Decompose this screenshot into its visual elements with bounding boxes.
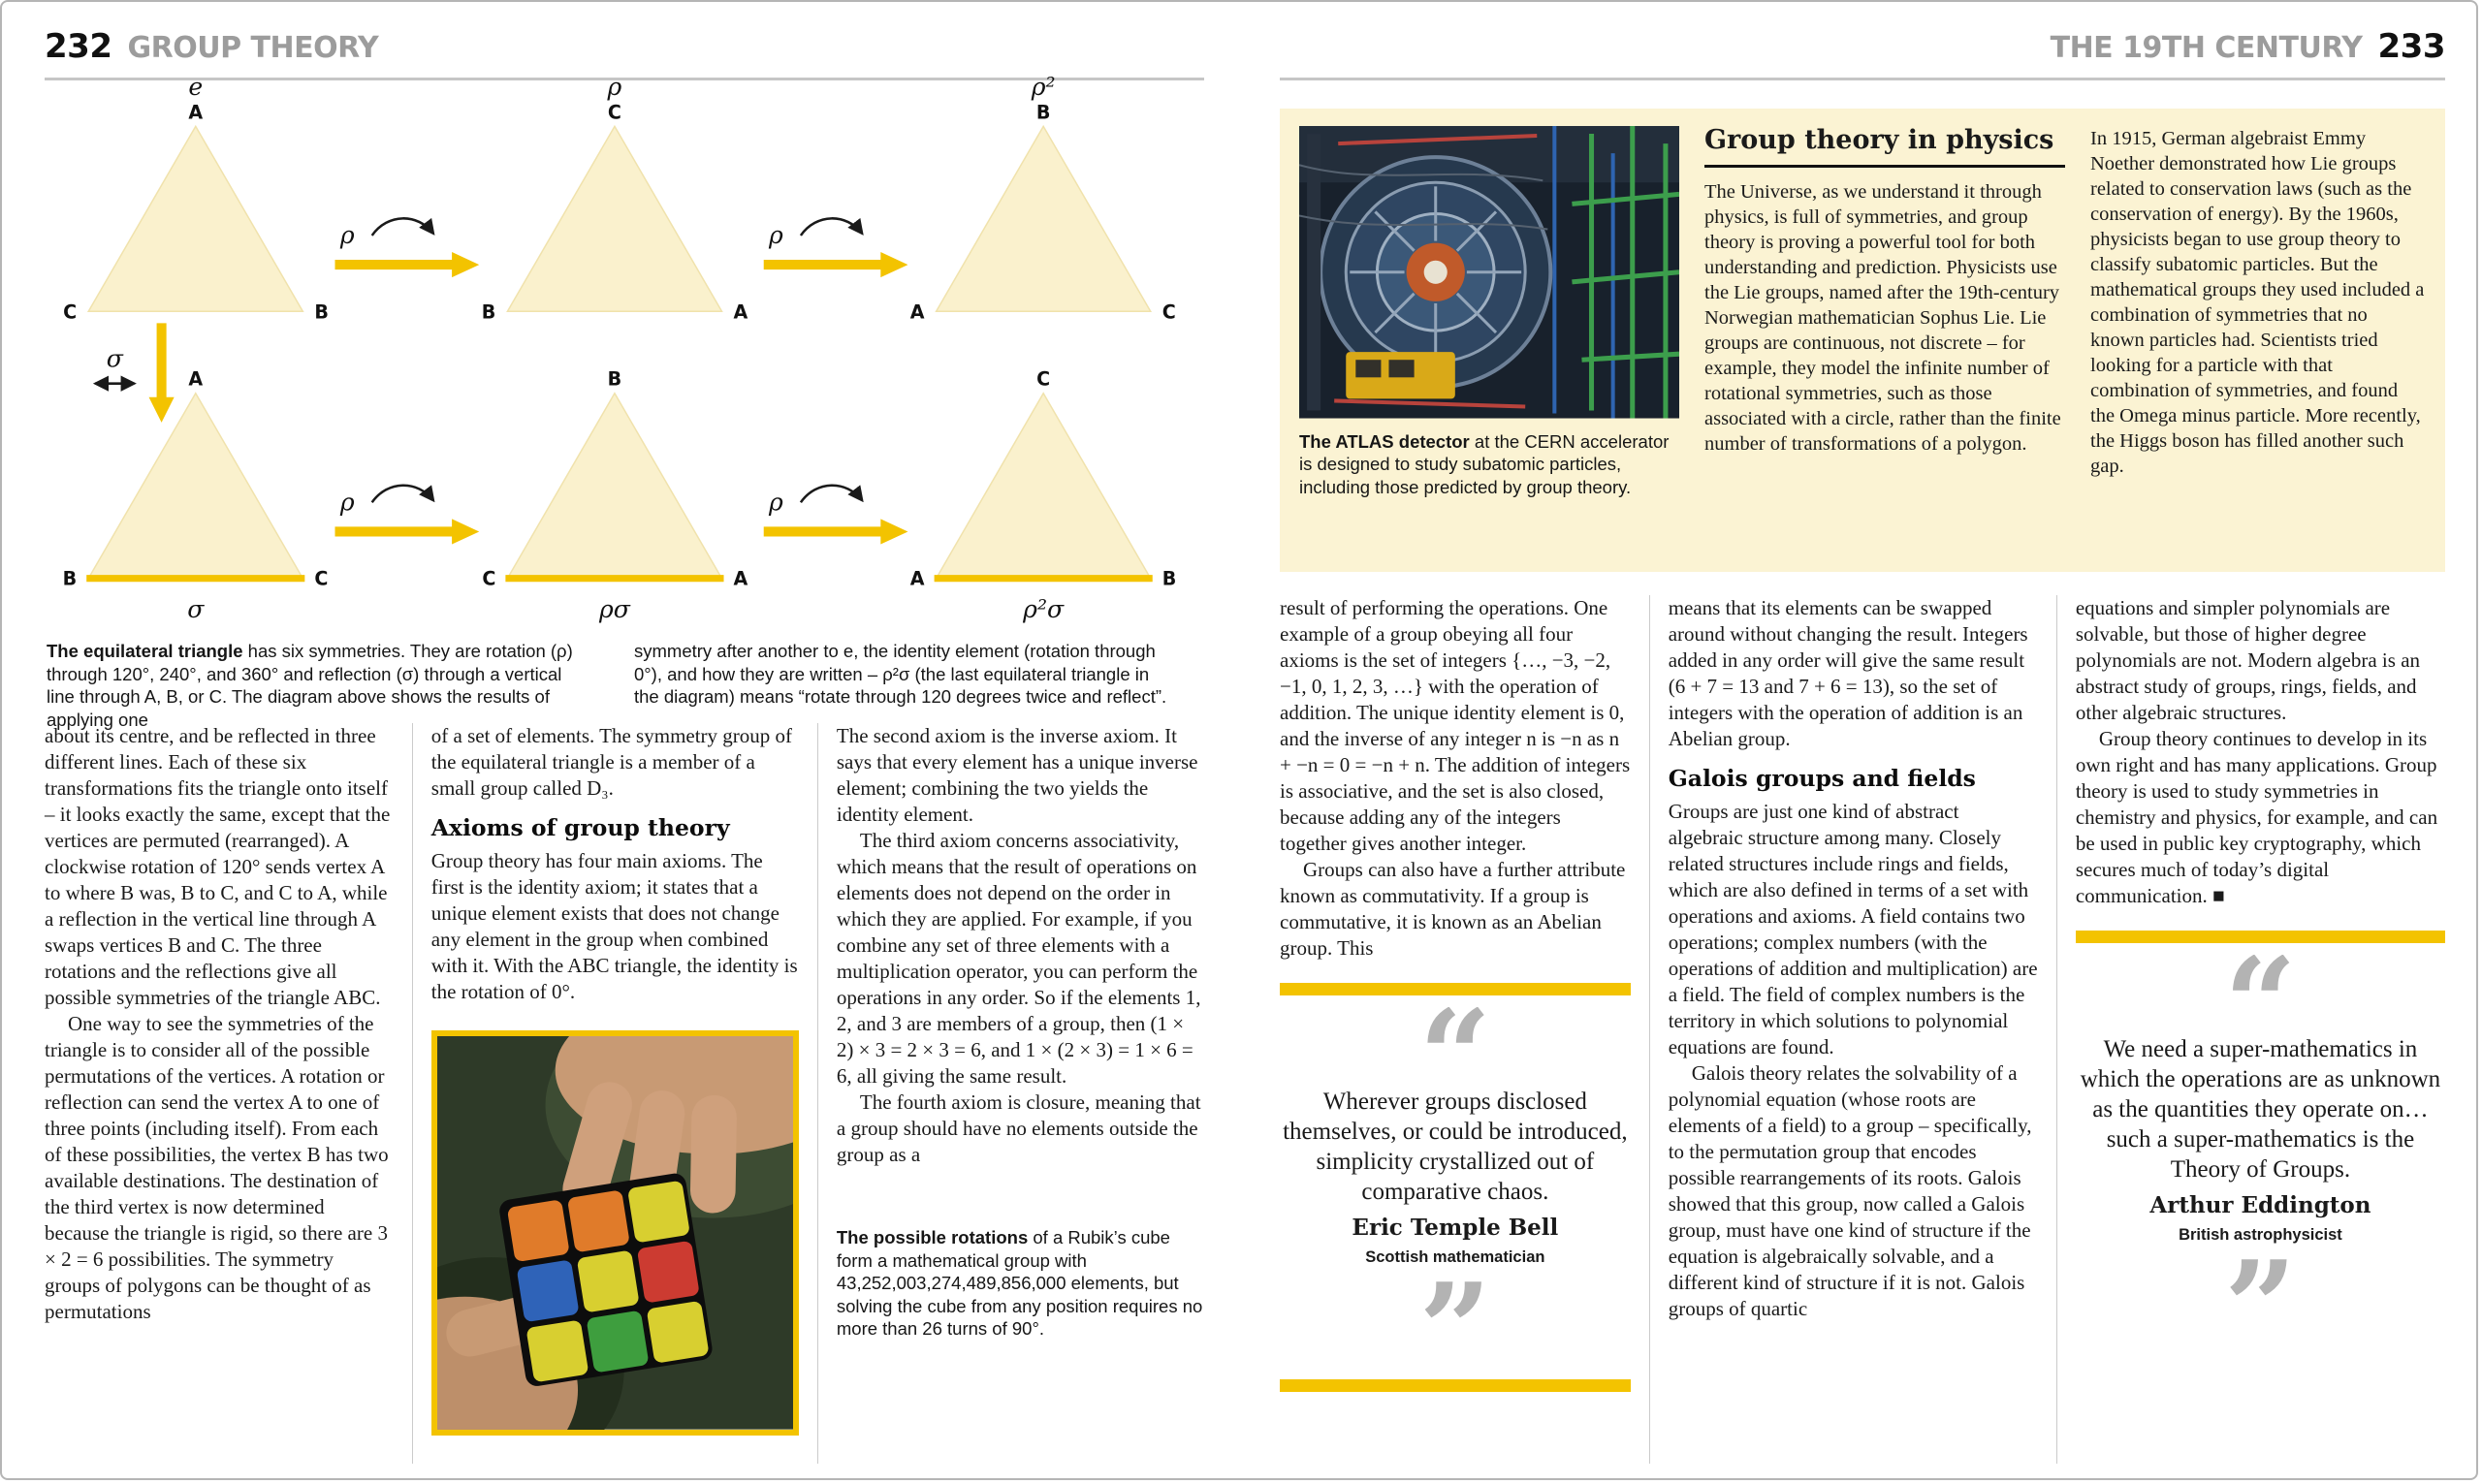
svg-text:ρσ: ρσ bbox=[598, 594, 630, 623]
svg-text:ρ: ρ bbox=[339, 220, 355, 249]
svg-text:ρ: ρ bbox=[339, 488, 355, 517]
box-photo-caption: The ATLAS detector at the CERN accelerator is designed to study subatomic particles, including those predicted by group theory. bbox=[1299, 430, 1670, 497]
paragraph: Groups can also have a further attribute known as commutativity. If a group is commutative, it is known as an Abelian group. This bbox=[1280, 858, 1626, 960]
quote-open-icon: “ bbox=[1418, 1007, 1492, 1085]
column-1 bbox=[45, 723, 394, 1464]
symmetry-diagram bbox=[45, 70, 1204, 627]
triangle-e bbox=[63, 73, 329, 323]
quote-bar-bottom bbox=[1280, 1379, 1631, 1392]
svg-text:B: B bbox=[314, 300, 329, 324]
triangle-rho2 bbox=[910, 73, 1176, 323]
svg-text:C: C bbox=[63, 300, 78, 324]
svg-text:C: C bbox=[482, 567, 496, 590]
diagram-caption bbox=[47, 640, 1179, 731]
svg-text:C: C bbox=[1036, 367, 1051, 391]
rubiks-cube bbox=[497, 1172, 714, 1388]
page-header-right bbox=[1280, 27, 2445, 80]
svg-text:A: A bbox=[909, 567, 925, 590]
page-number: 233 bbox=[2377, 27, 2445, 66]
svg-text:B: B bbox=[1035, 101, 1051, 124]
quote-bar-top bbox=[2076, 931, 2445, 943]
svg-text:C: C bbox=[1161, 300, 1176, 324]
box-heading: Group theory in physics bbox=[1704, 126, 2065, 168]
svg-text:ρ²: ρ² bbox=[1031, 73, 1056, 102]
paragraph: Galois theory relates the solvability of a polynomial equation (whose roots are elements of a field) to a group – specifically, to the permutation group that encodes possible rearrangements of its roots. Galois showed that this group, now called a Galois group, must have one kind of structure if the equation is algebraically solvable, and a different kind of structure if it is not. Galois groups of quartic bbox=[1668, 1061, 2032, 1320]
rotation-arrow-icon bbox=[339, 218, 433, 249]
triangle-sigma bbox=[63, 368, 329, 623]
caption-col-2: symmetry after another to e, the identity element (rotation through 0°), and how they are written – ρ²σ (the last equilateral triangle in the diagram) means “rotate through 120 degrees twice and reflect”. bbox=[634, 641, 1167, 707]
paragraph: equations and simpler polynomials are solvable, but those of higher degree polynomials are not. Modern algebra is an abstract study of groups, rings, fields, and other algebraic structures. bbox=[2075, 596, 2421, 724]
quote-close-icon: ” bbox=[1418, 1280, 1492, 1370]
paragraph: about its centre, and be reflected in three different lines. Each of these six transformations fits the triangle onto itself – it looks exactly the same, except that the vertices are permuted (rearranged). A clockwise rotation of 120° sends vertex A to where B was, B to C, and C to A, while a reflection in the vertical line through A swaps vertices B and C. The three rotations and the reflections give all possible symmetries of the triangle ABC. bbox=[45, 724, 391, 1009]
svg-text:σ: σ bbox=[106, 344, 123, 373]
quote-author: Arthur Eddington bbox=[2149, 1192, 2371, 1218]
paragraph: The third axiom concerns associativity, which means that the result of operations on elements does not depend on the order in which they are applied. For example, if you combine any set of three elements with a multiplication operator, you can perform the operations in any order. So if the elements 1, 2, and 3 are members of a group, then (1 × 2) × 3 = 2 × 3 = 6, and 1 × (2 × 3) = 1 × 6 = 6, all giving the same result. bbox=[836, 829, 1201, 1088]
triangle-rho2-sigma bbox=[910, 368, 1177, 623]
paragraph: One way to see the symmetries of the triangle is to consider all of the possible permutations of the vertices. A rotation or reflection can send the vertex A to one of three points (including itself). From each of these possibilities, the vertex B has two available destinations. The destination of the third vertex is now determined because the triangle is rigid, so there are 3 × 2 = 6 possibilities. The symmetry groups of polygons can be thought of as permutations bbox=[45, 1012, 389, 1323]
column-2 bbox=[1649, 595, 2038, 1464]
body-columns-left bbox=[45, 723, 1204, 1464]
svg-text:B: B bbox=[62, 567, 78, 590]
quote-author: Eric Temple Bell bbox=[1352, 1215, 1559, 1241]
quote-close-icon: ” bbox=[2224, 1258, 2297, 1347]
page-left bbox=[45, 27, 1204, 1464]
triangle-symbol: e bbox=[188, 73, 204, 102]
svg-text:ρ²σ: ρ²σ bbox=[1023, 594, 1065, 623]
triangle-rho-sigma bbox=[482, 368, 748, 623]
right-arrow-icon bbox=[764, 252, 908, 277]
column-3 bbox=[2056, 595, 2445, 1464]
reflection-arrow-icon bbox=[95, 345, 134, 384]
quote-role: Scottish mathematician bbox=[1365, 1248, 1545, 1266]
svg-text:ρ: ρ bbox=[769, 220, 783, 249]
svg-text:ρ: ρ bbox=[607, 73, 622, 102]
svg-text:C: C bbox=[314, 567, 329, 590]
caption-lead: The ATLAS detector bbox=[1299, 430, 1470, 452]
paragraph: of a set of elements. The symmetry group of the equilateral triangle is a member of a small group called D₃. bbox=[430, 724, 793, 800]
page-right bbox=[1280, 27, 2445, 1464]
quote-block bbox=[2076, 931, 2445, 1347]
rotation-arrow-icon bbox=[768, 486, 862, 517]
svg-text:B: B bbox=[607, 367, 622, 391]
caption-col-1: The equilateral triangle has six symmetries. They are rotation (ρ) through 120°, 240°, and 360° and reflection (σ) through a vertical line through A, B, or C. The diagram above shows the results of applying one bbox=[47, 641, 573, 730]
svg-text:A: A bbox=[733, 567, 748, 590]
svg-text:ρ: ρ bbox=[769, 488, 783, 517]
down-arrow-icon bbox=[149, 323, 175, 423]
quote-bar-top bbox=[1280, 983, 1631, 995]
svg-text:A: A bbox=[909, 300, 925, 324]
body-columns-right bbox=[1280, 595, 2445, 1464]
svg-text:A: A bbox=[188, 367, 204, 391]
section-heading: Axioms of group theory bbox=[430, 814, 730, 841]
right-arrow-icon bbox=[764, 519, 908, 544]
paragraph: The fourth axiom is closure, meaning that a group should have no elements outside the group as a bbox=[836, 1090, 1201, 1166]
box-column-right bbox=[2090, 126, 2426, 554]
quote-text: We need a super-mathematics in which the operations are as unknown as the quantities they operate on… such a super-mathematics is the Theory of Groups. bbox=[2080, 1036, 2441, 1183]
page-number: 232 bbox=[45, 27, 112, 66]
section-heading: Galois groups and fields bbox=[1668, 765, 1976, 792]
paragraph: result of performing the operations. One example of a group obeying all four axioms is the set of integers {…, −3, −2, −1, 0, 1, 2, 3, …} with the operation of addition. The unique identity element is 0, and the inverse of any integer n is −n as n + −n = 0 = −n + n. The addition of integers is associative, and the set is also closed, because adding any of the integers together gives another integer. bbox=[1280, 596, 1631, 855]
svg-text:B: B bbox=[481, 300, 496, 324]
rubiks-cube-photo bbox=[437, 1036, 793, 1430]
rotation-arrow-icon bbox=[339, 486, 433, 517]
paragraph: Groups are just one kind of abstract algebraic structure among many. Closely related structures include rings and fields, which are also defined in terms of a set with operations and axioms. A field contains two operations; complex numbers (with the operations of addition and multiplication) are a field. The field of complex numbers is the territory in which solutions to polynomial equations are found. bbox=[1668, 800, 2038, 1058]
paragraph: The Universe, as we understand it through physics, is full of symmetries, and group theory is proving a powerful tool for both understanding and prediction. Physicists use the Lie groups, named after the 19th-century Norwegian mathematician Sophus Lie. Lie groups are continuous, not discrete – for example, they model the infinite number of rotational symmetries, such as those associated with a circle, rather than the finite number of transformations of a polygon. bbox=[1704, 181, 2061, 455]
column-1 bbox=[1280, 595, 1631, 1464]
column-2 bbox=[412, 723, 799, 1464]
box-photo-column bbox=[1299, 126, 1679, 554]
column-3 bbox=[817, 723, 1204, 1464]
quote-open-icon: “ bbox=[2224, 955, 2297, 1032]
section-title: GROUP THEORY bbox=[127, 31, 379, 65]
quote-role: British astrophysicist bbox=[2179, 1226, 2342, 1244]
svg-text:C: C bbox=[607, 101, 621, 124]
box-column-middle bbox=[1704, 126, 2065, 554]
svg-text:A: A bbox=[188, 101, 204, 124]
svg-text:A: A bbox=[733, 300, 748, 324]
atlas-detector-photo bbox=[1299, 126, 1679, 419]
paragraph: Group theory has four main axioms. The first is the identity axiom; it states that a unique element exists that does not change any element in the group when combined with it. With the ABC triangle, the identity is the rotation of 0°. bbox=[430, 849, 798, 1003]
section-title: THE 19TH CENTURY bbox=[2050, 31, 2363, 65]
quote-text: Wherever groups disclosed themselves, or could be introduced, simplicity crystallized out of comparative chaos. bbox=[1283, 1089, 1628, 1205]
paragraph: The second axiom is the inverse axiom. It says that every element has a unique inverse element; combining the two yields the identity element. bbox=[836, 724, 1198, 826]
right-arrow-icon bbox=[335, 519, 480, 544]
paragraph: Group theory continues to develop in its own right and has many applications. Group theory is used to study symmetries in chemistry and physics, for example, and can be used in public key cryptography, which secures much of today’s digital communication. ■ bbox=[2075, 727, 2438, 907]
svg-text:B: B bbox=[1161, 567, 1177, 590]
paragraph: In 1915, German algebraist Emmy Noether demonstrated how Lie groups related to conservation laws (such as the conservation of energy). By the 1960s, physicists began to use group theory to classify subatomic particles. But the mathematical groups they used included a combination of symmetries that no known particles had. Scientists tried looking for a particle with that combination of symmetries, and found the Omega minus particle. More recently, the Higgs boson has filled another such gap. bbox=[2090, 128, 2425, 477]
photo-frame bbox=[431, 1030, 799, 1436]
paragraph: means that its elements can be swapped around without changing the result. Integers added in any order will give the same result (6 + 7 = 13 and 7 + 6 = 13), so the set of integers with the operation of addition is an Abelian group. bbox=[1668, 596, 2028, 750]
triangle-rho bbox=[482, 73, 748, 323]
rotation-arrow-icon bbox=[768, 218, 862, 249]
physics-box bbox=[1280, 109, 2445, 572]
caption-lead: The equilateral triangle bbox=[47, 641, 243, 661]
photo-caption: The possible rotations of a Rubik’s cube form a mathematical group with 43,252,003,274,489,856,000 elements, but solving the cube from any position requires no more than 26 turns of 90°. bbox=[836, 1227, 1203, 1339]
svg-text:σ: σ bbox=[187, 594, 205, 623]
quote-block bbox=[1280, 983, 1631, 1392]
caption-lead: The possible rotations bbox=[836, 1227, 1029, 1247]
right-arrow-icon bbox=[335, 252, 480, 277]
